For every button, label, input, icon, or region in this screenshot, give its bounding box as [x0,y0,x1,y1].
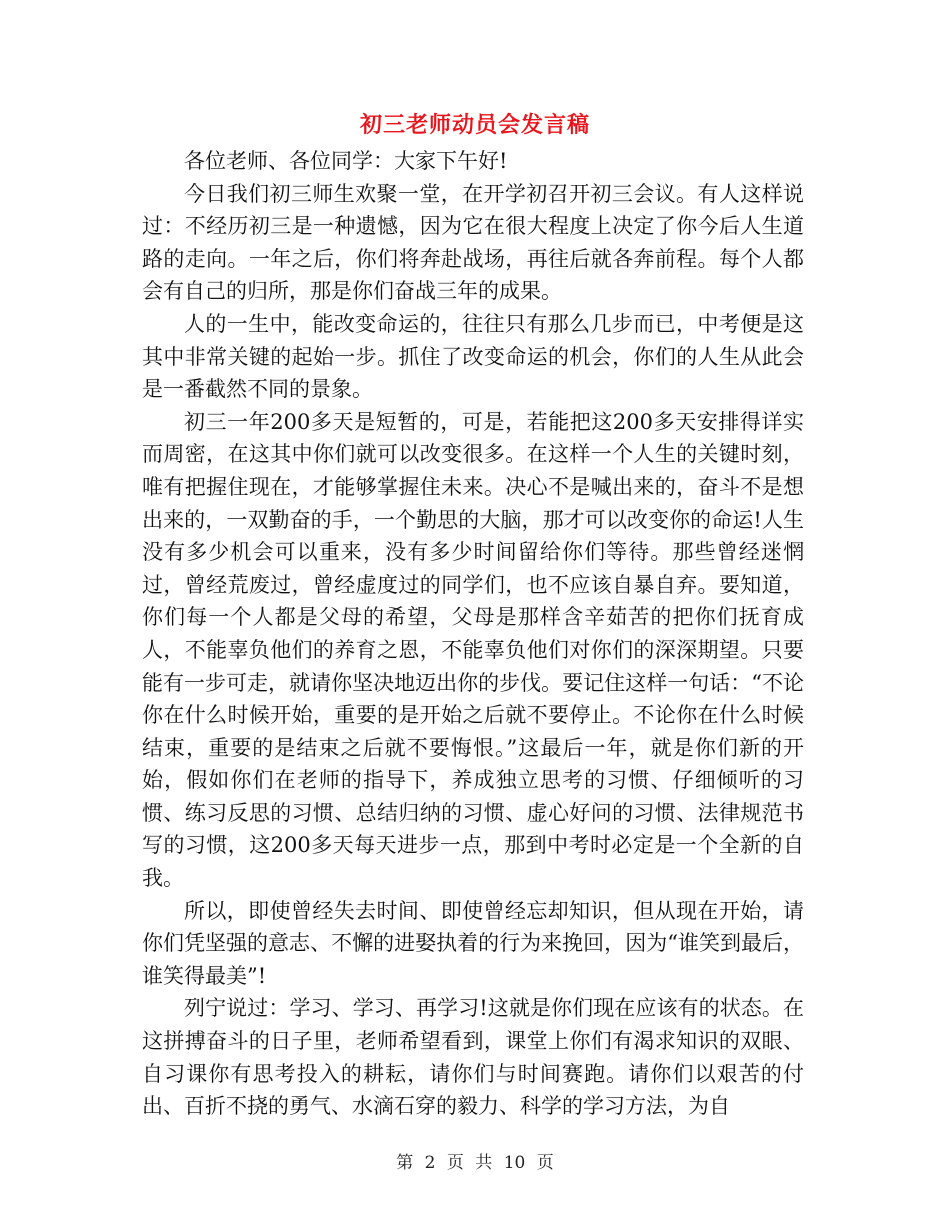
paragraph-greeting: 各位老师、各位同学：大家下午好! [184,149,508,173]
page-number-footer: 第 2 页 共 10 页 [396,1153,554,1173]
paragraph: 列宁说过：学习、学习、再学习!这就是你们现在应该有的状态。在这拼搏奋斗的日子里，老师希望看到，课堂上你们有渴求知识的双眼、自习课你有思考投入的耕耘，请你们与时间赛跑。请你们以艰苦的付出、百折不挠的勇气、水滴石穿的毅力、科学的学习方法，为自 [142,996,804,1119]
document-body [142,145,804,1123]
paragraph: 所以，即使曾经失去时间、即使曾经忘却知识，但从现在开始，请你们凭坚强的意志、不懈的进娶执着的行为来挽回，因为“谁笑到最后，谁笑得最美”! [142,898,804,988]
paragraph: 初三一年200多天是短暂的，可是，若能把这200多天安排得详实而周密，在这其中你们就可以改变很多。在这样一个人生的关键时刻，唯有把握住现在，才能够掌握住未来。决心不是喊出来的，奋斗不是想出来的，一双勤奋的手，一个勤思的大脑，那才可以改变你的命运!人生没有多少机会可以重来，没有多少时间留给你们等待。那些曾经迷惘过，曾经荒废过，曾经虚度过的同学们，也不应该自暴自弃。要知道，你们每一个人都是父母的希望，父母是那样含辛茹苦的把你们抚育成人，不能辜负他们的养育之恩，不能辜负他们对你们的深深期望。只要能有一步可走，就请你坚决地迈出你的步伐。要记住这样一句话：“不论你在什么时候开始，重要的是开始之后就不要停止。不论你在什么时候结束，重要的是结束之后就不要悔恨。”这最后一年，就是你们新的开始，假如你们在老师的指导下，养成独立思考的习惯、仔细倾听的习惯、练习反思的习惯、总结归纳的习惯、虚心好问的习惯、法律规范书写的习惯，这200多天每天进步一点，那到中考时必定是一个全新的自我。 [142,409,804,891]
document-title: 初三老师动员会发言稿 [359,112,590,138]
paragraph: 今日我们初三师生欢聚一堂，在开学初召开初三会议。有人这样说过：不经历初三是一种遗憾，因为它在很大程度上决定了你今后人生道路的走向。一年之后，你们将奔赴战场，再往后就各奔前程。每个人都会有自己的归所，那是你们奋战三年的成果。 [142,181,804,304]
paragraph: 人的一生中，能改变命运的，往往只有那么几步而已，中考便是这其中非常关键的起始一步。抓住了改变命运的机会，你们的人生从此会是一番截然不同的景象。 [142,311,804,402]
